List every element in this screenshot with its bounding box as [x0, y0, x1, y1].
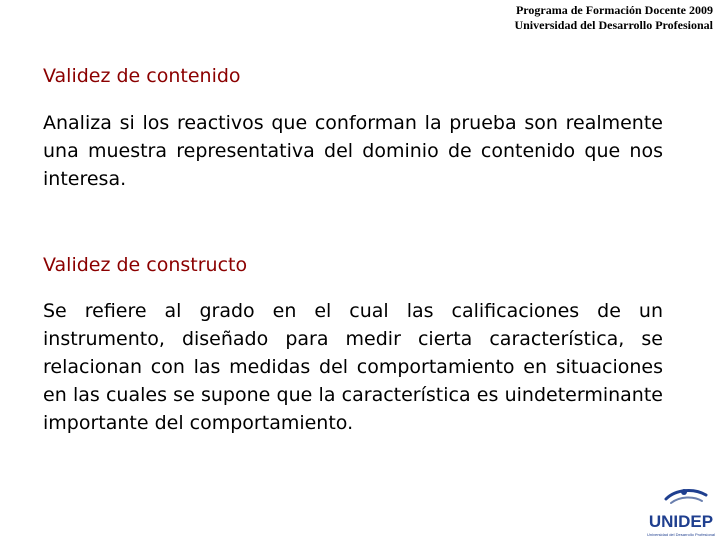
section-title-constructo: Validez de constructo — [43, 254, 248, 276]
unidep-logo — [644, 487, 718, 539]
section-text-contenido: Analiza si los reactivos que conforman la prueba son realmente una muestra representativa del dominio de contenido que nos interesa. — [43, 112, 663, 190]
section-text-constructo: Se refiere al grado en el cual las calificaciones de un instrumento, diseñado para medir cierta característica, se relacionan con las medidas del comportamiento en situaciones en las cuales se supone que la característica es uindeterminante importante del comportamiento. — [43, 300, 663, 434]
section-title-contenido: Validez de contenido — [43, 65, 241, 87]
header-university-line: Universidad del Desarrollo Profesional — [514, 18, 713, 32]
header — [514, 3, 713, 33]
logo-wordmark: UNIDEP — [648, 512, 714, 531]
header-program-line: Programa de Formación Docente 2009 — [515, 3, 713, 17]
unidep-logo-graphic — [644, 487, 718, 539]
logo-tagline: Universidad del Desarrollo Profesional — [646, 532, 716, 537]
